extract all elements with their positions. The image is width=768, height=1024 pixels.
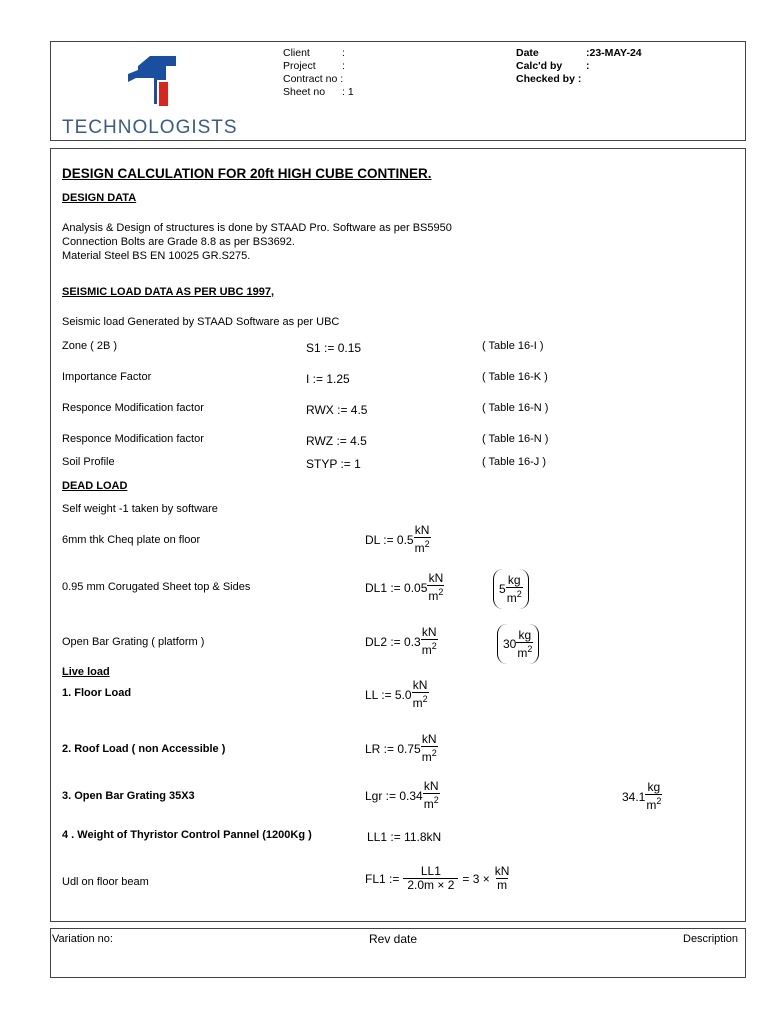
seismic-intro: Seismic load Generated by STAAD Software as per UBC [62, 316, 340, 328]
dl1-label: 0.95 mm Corugated Sheet top & Sides [62, 581, 251, 593]
unit-den [645, 794, 662, 812]
sheet-label: Sheet no [283, 86, 326, 98]
unit-den [421, 746, 438, 764]
client-field [283, 47, 345, 59]
seismic-heading: SEISMIC LOAD DATA AS PER UBC 1997, [62, 286, 275, 298]
fl1-eq: = 3 × [462, 871, 490, 886]
lgr-unit [423, 780, 440, 811]
seismic-row-label: Importance Factor [62, 371, 152, 383]
unit-den-base: m [421, 643, 432, 657]
project-colon: : [342, 60, 345, 72]
fl1-expression [365, 865, 510, 892]
dl2-unit [421, 626, 438, 657]
unit-den [516, 642, 533, 660]
checked-field: Checked by : [516, 73, 582, 85]
logo-mark-icon [128, 56, 178, 106]
design-data-heading: DESIGN DATA [62, 192, 137, 204]
calcd-field [516, 60, 590, 72]
seismic-row-ref: ( Table 16-K ) [482, 371, 548, 383]
unit-num: kN [421, 625, 437, 639]
unit-exp: 2 [438, 587, 444, 597]
sheet-value: : 1 [342, 86, 354, 98]
dead-load-heading: DEAD LOAD [62, 480, 128, 492]
contract-colon: : [340, 73, 344, 85]
seismic-row-expr: RWZ := 4.5 [306, 434, 367, 448]
lgr-expression [365, 780, 440, 811]
lr-lhs: LR := 0.75 [365, 741, 421, 756]
unit-den [414, 537, 431, 555]
lr-label: 2. Roof Load ( non Accessible ) [62, 743, 226, 755]
unit-den-base: m [423, 797, 434, 811]
unit-num: kN [494, 864, 510, 878]
seismic-row-ref: ( Table 16-J ) [482, 456, 546, 468]
dl-lhs: DL := 0.5 [365, 532, 414, 547]
dl2-alt-value [497, 624, 539, 664]
seismic-row-label: Soil Profile [62, 456, 115, 468]
logo-wordmark: TECHNOLOGISTS [62, 117, 238, 138]
unit-exp: 2 [433, 795, 439, 805]
seismic-row-ref: ( Table 16-I ) [482, 340, 544, 352]
unit-exp: 2 [527, 643, 533, 654]
dl1-expression [365, 572, 444, 603]
right-value: 34.1 [622, 789, 646, 804]
calcd-label: Calc'd by [516, 60, 563, 72]
unit-num: kg [518, 627, 532, 642]
client-label: Client [283, 47, 310, 59]
date-label: Date [516, 47, 539, 59]
unit-den-base: m [646, 798, 657, 812]
unit-den-base: m [414, 541, 425, 555]
alt-unit [516, 629, 533, 660]
ll-lhs: LL := 5.0 [365, 687, 412, 702]
live-load-heading: Live load [62, 666, 110, 678]
client-colon: : [342, 47, 345, 59]
lr-expression [365, 733, 438, 764]
unit-den-base: m [506, 590, 517, 605]
dl1-unit [427, 572, 444, 603]
unit-den [427, 585, 444, 603]
calcd-value: : [586, 60, 590, 72]
right-unit [645, 781, 662, 812]
seismic-row-label: Responce Modification factor [62, 402, 204, 414]
lgr-lhs: Lgr := 0.34 [365, 788, 423, 803]
unit-exp: 2 [656, 796, 662, 806]
unit-den [423, 793, 440, 811]
fl1-fraction [403, 865, 458, 892]
seismic-row-ref: ( Table 16-N ) [482, 433, 549, 445]
seismic-row-expr: STYP := 1 [306, 457, 361, 471]
alt-unit [506, 574, 523, 605]
self-weight-text: Self weight -1 taken by software [62, 503, 218, 515]
unit-num: kg [647, 780, 661, 794]
unit-den-base: m [428, 589, 439, 603]
unit-den-base: m [517, 645, 528, 660]
design-line-1: Analysis & Design of structures is done by STAAD Pro. Software as per BS5950 [62, 222, 452, 234]
seismic-row-expr: I := 1.25 [306, 372, 350, 386]
fl1-den: 2.0m × 2 [403, 878, 458, 892]
unit-num: kN [428, 571, 444, 585]
date-value: :23-MAY-24 [586, 47, 642, 59]
fl1-lhs: FL1 := [365, 871, 400, 886]
unit-den [421, 639, 438, 657]
unit-exp: 2 [516, 588, 522, 599]
variation-label: Variation no: [52, 933, 113, 945]
unit-den-base: m [412, 696, 423, 710]
dl2-expression [365, 626, 438, 657]
ll1-label: 4 . Weight of Thyristor Control Pannel (1200Kg ) [62, 829, 312, 841]
unit-num: kN [423, 779, 439, 793]
rev-date-label: Rev date [369, 932, 418, 946]
description-label: Description [683, 933, 739, 945]
design-line-2: Connection Bolts are Grade 8.8 as per BS3692. [62, 236, 295, 248]
unit-num: kN [421, 732, 437, 746]
ll1-expression: LL1 := 11.8kN [367, 830, 442, 844]
unit-exp: 2 [431, 748, 437, 758]
company-logo [128, 56, 178, 106]
ll-expression [365, 679, 429, 710]
alt-value: 30 [503, 637, 517, 651]
project-field [283, 60, 345, 72]
fl1-num: LL1 [420, 864, 441, 878]
project-label: Project [283, 60, 316, 72]
contract-field [283, 73, 343, 85]
lgr-label: 3. Open Bar Grating 35X3 [62, 790, 195, 802]
sheet-field [283, 86, 354, 98]
seismic-row-label: Responce Modification factor [62, 433, 204, 445]
dl-label: 6mm thk Cheq plate on floor [62, 534, 201, 546]
ll-unit [412, 679, 429, 710]
unit-den: m [497, 878, 508, 892]
dl-unit [414, 524, 431, 555]
unit-den [506, 587, 523, 605]
fl1-unit [494, 865, 511, 892]
alt-value: 5 [499, 582, 506, 596]
unit-exp: 2 [431, 641, 437, 651]
contract-label: Contract no [283, 73, 338, 85]
unit-den [412, 692, 429, 710]
paren-group [493, 569, 529, 609]
lr-unit [421, 733, 438, 764]
paren-group [497, 624, 539, 664]
unit-den-base: m [421, 750, 432, 764]
page-title: DESIGN CALCULATION FOR 20ft HIGH CUBE CONTINER. [62, 166, 432, 181]
unit-num: kN [412, 678, 428, 692]
date-field [516, 47, 642, 59]
unit-num: kN [414, 523, 430, 537]
dl1-lhs: DL1 := 0.05 [365, 580, 428, 595]
dl2-label: Open Bar Grating ( platform ) [62, 636, 205, 648]
seismic-row-ref: ( Table 16-N ) [482, 402, 549, 414]
dl1-alt-value [493, 569, 529, 609]
seismic-row-expr: RWX := 4.5 [306, 403, 368, 417]
unit-num: kg [507, 572, 521, 587]
dl-expression [365, 524, 431, 555]
lgr-right-value [622, 781, 662, 812]
design-line-3: Material Steel BS EN 10025 GR.S275. [62, 250, 251, 262]
unit-exp: 2 [422, 694, 428, 704]
seismic-row-label: Zone ( 2B ) [62, 340, 118, 352]
fl1-label: Udl on floor beam [62, 876, 149, 888]
ll-label: 1. Floor Load [62, 687, 132, 699]
dl2-lhs: DL2 := 0.3 [365, 634, 421, 649]
unit-exp: 2 [424, 539, 430, 549]
seismic-row-expr: S1 := 0.15 [306, 341, 362, 355]
